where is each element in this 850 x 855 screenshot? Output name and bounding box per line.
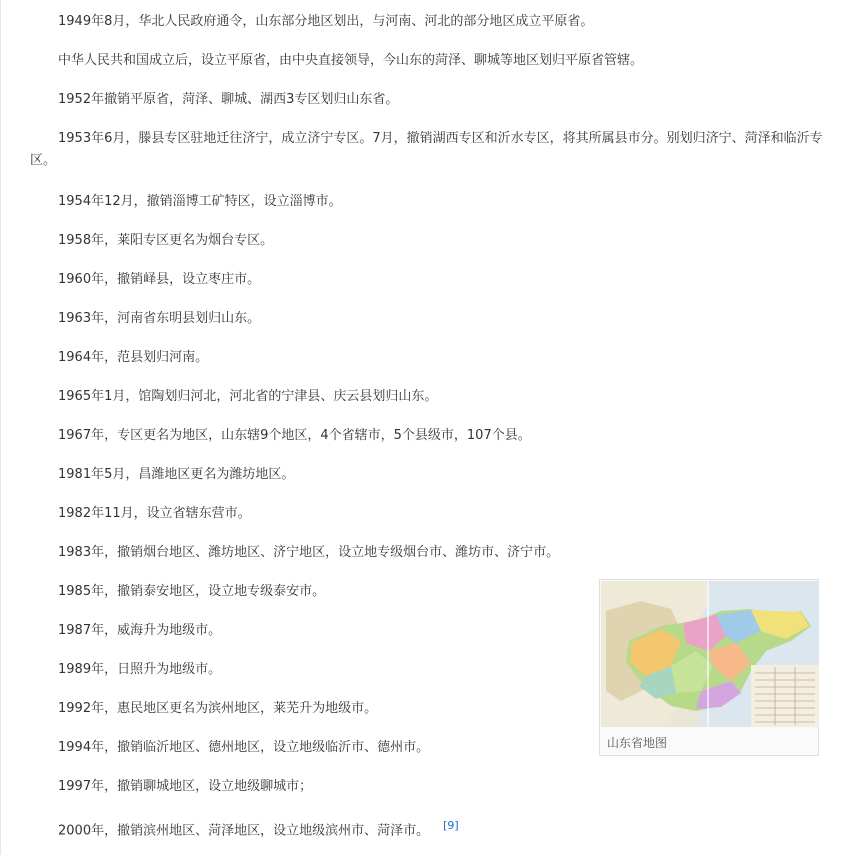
left-border <box>0 0 1 855</box>
history-paragraph-1982 <box>30 503 825 525</box>
history-paragraph-1965 <box>30 386 825 408</box>
paragraph-text: 1964年，范县划归河南。 <box>58 350 209 365</box>
history-paragraph-1983 <box>30 542 825 564</box>
map-image[interactable] <box>601 581 819 727</box>
map-figure[interactable] <box>599 579 819 756</box>
history-paragraph-1992 <box>30 698 590 720</box>
history-paragraph-prc <box>30 50 825 72</box>
paragraph-text: 1994年，撤销临沂地区、德州地区，设立地级临沂市、德州市。 <box>58 740 430 755</box>
history-paragraph-1960 <box>30 269 825 291</box>
paragraph-text: 1954年12月，撤销淄博工矿特区，设立淄博市。 <box>58 194 342 209</box>
paragraph-text: 1992年，惠民地区更名为滨州地区，莱芜升为地级市。 <box>58 701 378 716</box>
paragraph-text: 1965年1月，馆陶划归河北，河北省的宁津县、庆云县划归山东。 <box>58 389 438 404</box>
paragraph-text: 1985年，撤销泰安地区，设立地专级泰安市。 <box>58 584 326 599</box>
history-paragraph-1954 <box>30 191 825 213</box>
history-paragraph-1963 <box>30 308 825 330</box>
paragraph-text: 1952年撤销平原省，菏泽、聊城、湖西3专区划归山东省。 <box>58 92 399 107</box>
history-paragraph-1949 <box>30 11 825 33</box>
history-paragraph-2000 <box>30 815 590 842</box>
history-paragraph-1981 <box>30 464 825 486</box>
history-paragraph-1967 <box>30 425 825 447</box>
history-paragraph-1952 <box>30 89 825 111</box>
history-paragraph-1987 <box>30 620 590 642</box>
history-paragraph-1989 <box>30 659 590 681</box>
paragraph-text: 1982年11月，设立省辖东营市。 <box>58 506 251 521</box>
history-paragraph-1953 <box>30 128 825 172</box>
history-paragraph-1958 <box>30 230 825 252</box>
history-paragraph-1964 <box>30 347 825 369</box>
history-paragraph-1997 <box>30 776 590 798</box>
paragraph-text: 1960年，撤销峄县，设立枣庄市。 <box>58 272 261 287</box>
reference-link[interactable]: [9] <box>443 819 459 832</box>
history-paragraph-1994 <box>30 737 590 759</box>
paragraph-text: 1989年，日照升为地级市。 <box>58 662 222 677</box>
paragraph-text: 2000年，撤销滨州地区、菏泽地区，设立地级滨州市、菏泽市。 <box>58 823 430 839</box>
paragraph-text: 1953年6月，滕县专区驻地迁往济宁，成立济宁专区。7月，撤销湖西专区和沂水专区，将其所属县市分。别划归济宁、菏泽和临沂专区。 <box>30 131 823 168</box>
history-paragraph-1985 <box>30 581 590 603</box>
paragraph-text: 1997年，撤销聊城地区，设立地级聊城市； <box>58 779 313 794</box>
paragraph-text: 1958年，莱阳专区更名为烟台专区。 <box>58 233 274 248</box>
paragraph-text: 1967年，专区更名为地区，山东辖9个地区，4个省辖市，5个县级市，107个县。 <box>58 428 531 443</box>
paragraph-text: 1987年，威海升为地级市。 <box>58 623 222 638</box>
figure-caption: 山东省地图 <box>607 736 668 750</box>
paragraph-text: 1963年，河南省东明县划归山东。 <box>58 311 261 326</box>
paragraph-text: 1983年，撤销烟台地区、潍坊地区、济宁地区，设立地专级烟台市、潍坊市、济宁市。 <box>58 545 560 560</box>
paragraph-text: 1981年5月，昌潍地区更名为潍坊地区。 <box>58 467 295 482</box>
paragraph-text: 1949年8月，华北人民政府通令，山东部分地区划出，与河南、河北的部分地区成立平原省。 <box>58 14 594 29</box>
paragraph-text: 中华人民共和国成立后，设立平原省，由中央直接领导，今山东的菏泽、聊城等地区划归平原省管辖。 <box>58 53 644 68</box>
